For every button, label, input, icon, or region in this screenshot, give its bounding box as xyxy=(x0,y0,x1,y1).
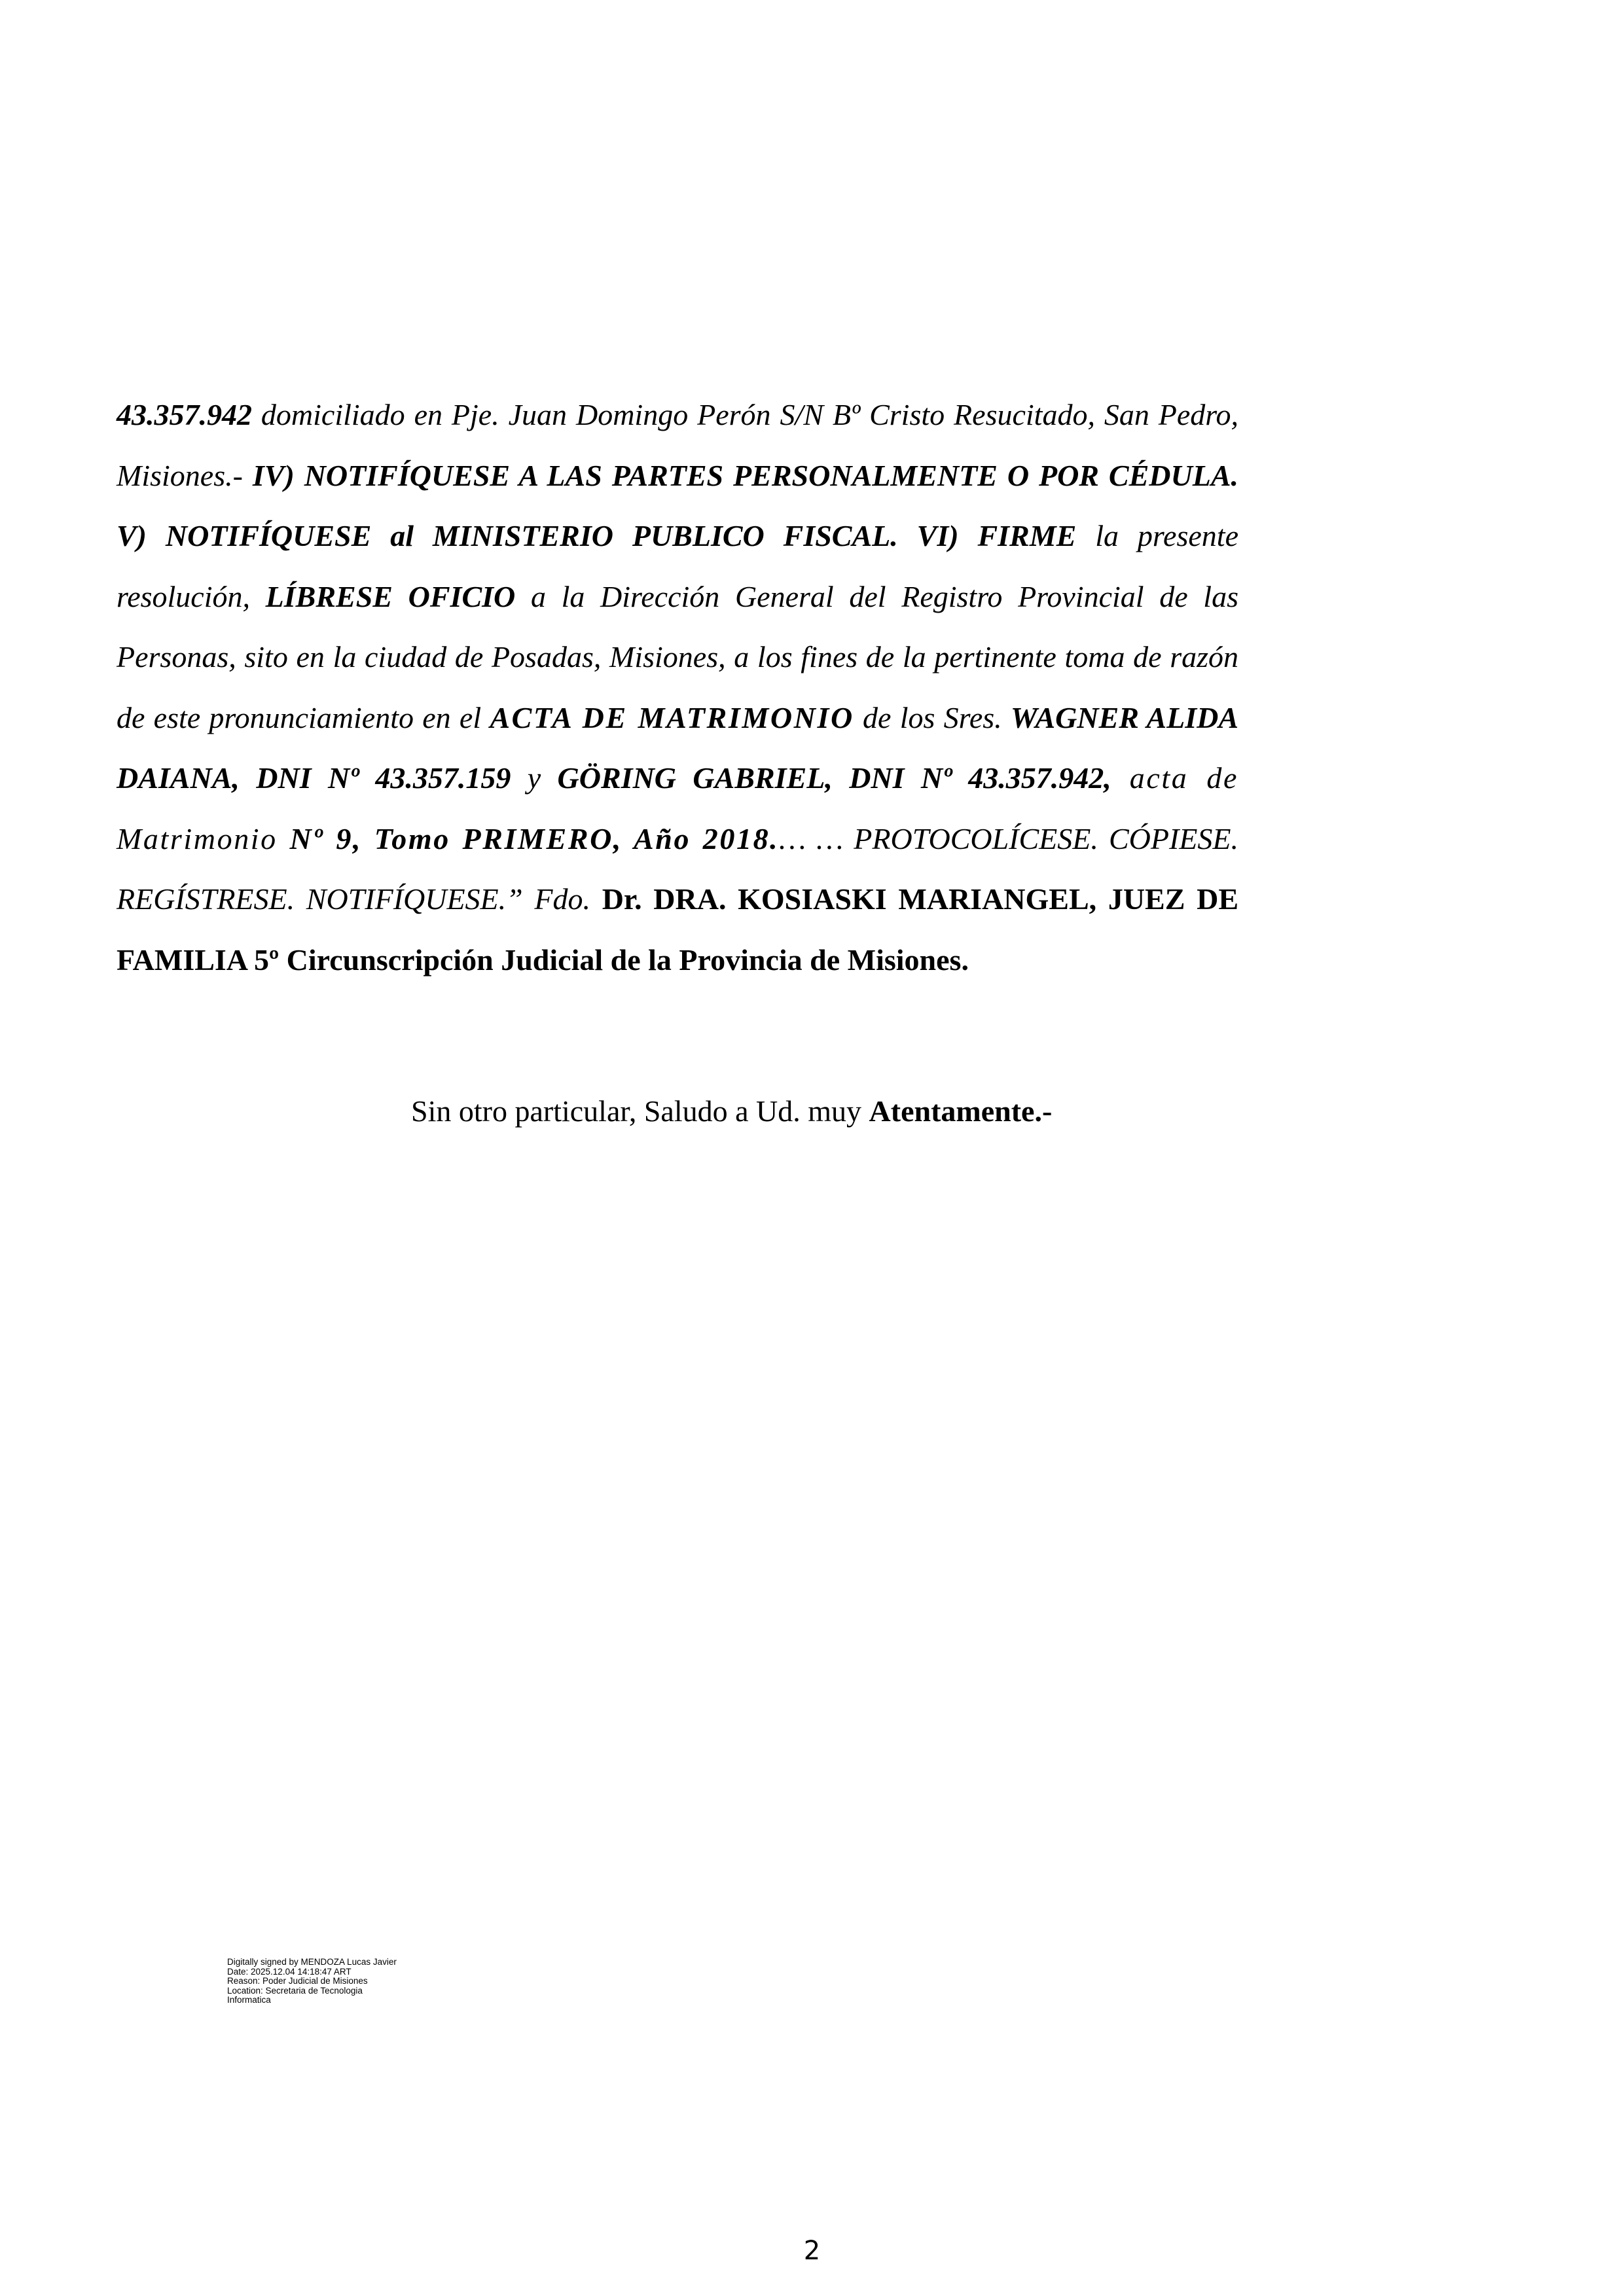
page-number: 2 xyxy=(803,2236,821,2266)
judge-signature: Dr. DRA. KOSIASKI MARIANGEL, JUEZ DE FAMILIA 5º Circunscripción Judicial de la Provincia de Misiones. xyxy=(117,882,1238,977)
closing-text: Sin otro particular, Saludo a Ud. muy xyxy=(411,1094,869,1128)
signature-line-reason: Reason: Poder Judicial de Misiones xyxy=(227,1976,368,1986)
party-wagner: WAGNER ALIDA DAIANA, DNI Nº 43.357.159 xyxy=(117,700,1238,795)
address-text: domiciliado en Pje. Juan Domingo Perón S/N Bº Cristo Resucitado, San Pedro, Misiones.- xyxy=(117,398,1238,492)
closing-emphasis: Atentamente.- xyxy=(869,1094,1053,1128)
acta-reference: Nº 9, Tomo PRIMERO, Año 2018. xyxy=(289,821,780,855)
dni-number: 43.357.942 xyxy=(117,398,252,431)
digital-signature xyxy=(227,1958,502,2005)
conjunction-text: y xyxy=(511,761,558,795)
acta-matrimonio: ACTA DE MATRIMONIO xyxy=(490,700,854,734)
signature-line-location: Location: Secretaria de Tecnologia xyxy=(227,1985,363,1996)
protocol-text: … … PROTOCOLÍCESE. CÓPIESE. REGÍSTRESE. NOTIFÍQUESE.” Fdo. xyxy=(117,821,1238,916)
closing-line xyxy=(411,1081,1052,1142)
signature-line-signer: Digitally signed by MENDOZA Lucas Javier xyxy=(227,1957,397,1967)
body-paragraph xyxy=(117,385,1238,990)
party-goring: GÖRING GABRIEL, DNI Nº 43.357.942, xyxy=(557,761,1111,795)
signature-line-location-cont: Informatica xyxy=(227,1995,271,2005)
registry-text: a la Dirección General del Registro Provincial de las Personas, sito en la ciudad de Posadas, Misiones, a los fines de la pertinente toma de razón de este pronunciamiento en el xyxy=(117,579,1238,734)
libre-oficio: LÍBRESE OFICIO xyxy=(265,579,516,613)
acta-text: acta de Matrimonio xyxy=(117,761,1238,855)
notification-orders: IV) NOTIFÍQUESE A LAS PARTES PERSONALMENTE O POR CÉDULA. V) NOTIFÍQUESE al MINISTERIO PUBLICO FISCAL. VI) FIRME xyxy=(117,458,1239,552)
sres-text: de los Sres. xyxy=(854,700,1011,734)
signature-line-date: Date: 2025.12.04 14:18:47 ART xyxy=(227,1966,352,1977)
resolution-text: la presente resolución, xyxy=(117,519,1238,613)
